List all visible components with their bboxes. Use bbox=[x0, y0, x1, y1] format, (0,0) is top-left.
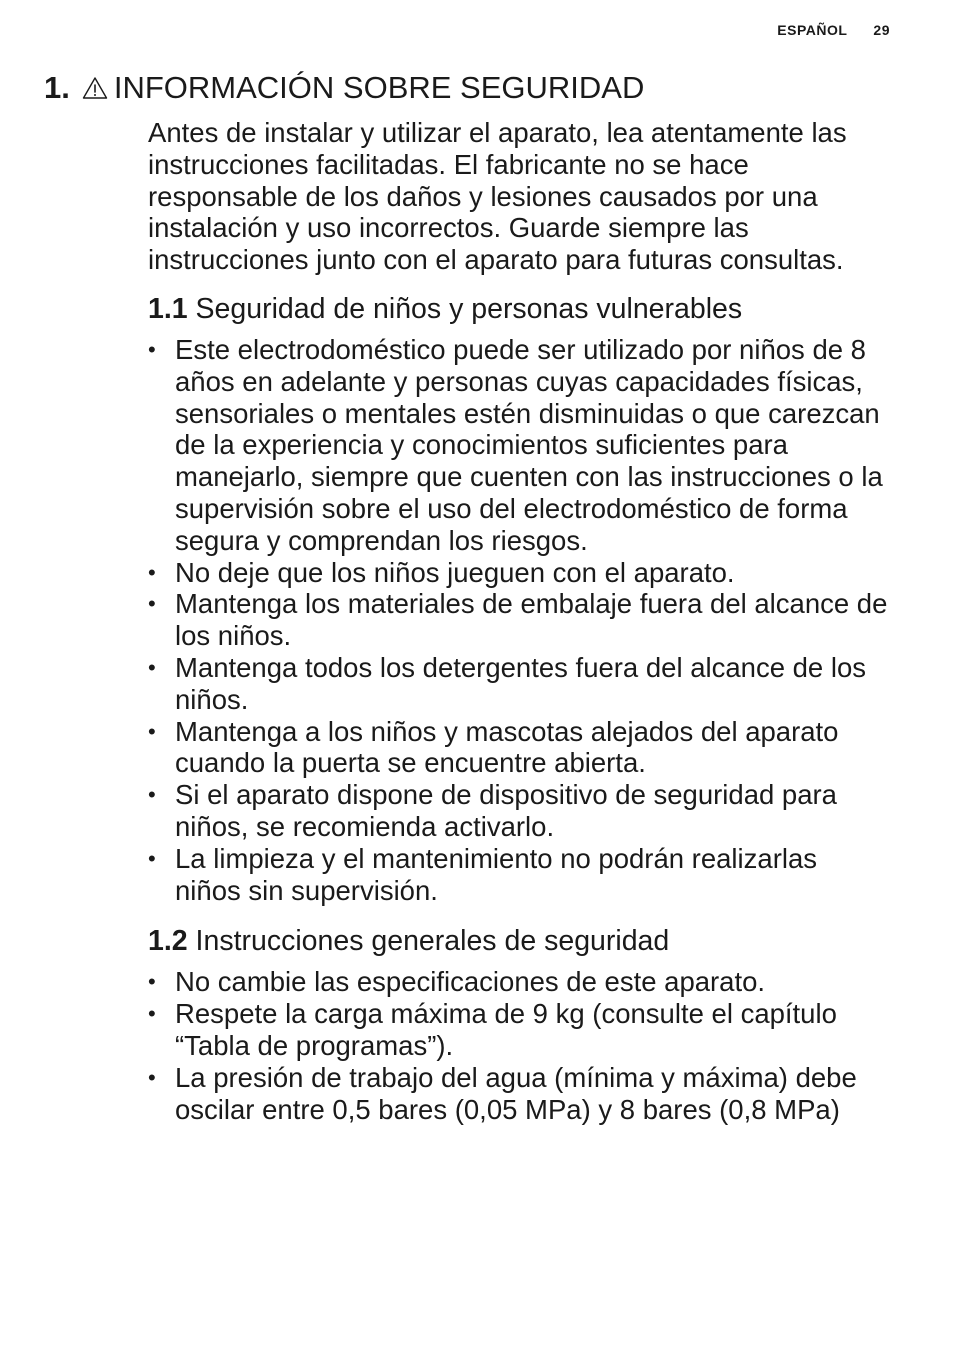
section-title bbox=[44, 66, 644, 110]
list-item: • Este electrodoméstico puede ser utilizado por niños de 8 años en adelante y personas cuyas capacidades físicas, sensoriales o mentales estén disminuidas o que carezcan de la experiencia y conocimientos suficientes para manejarlo, siempre que cuenten con las instrucciones o la supervisión sobre el uso del electrodoméstico de forma segura y comprendan los riesgos. bbox=[148, 334, 888, 557]
safety-list-general bbox=[148, 966, 888, 1125]
list-item: • La limpieza y el mantenimiento no podrán realizarlas niños sin supervisión. bbox=[148, 843, 888, 907]
list-item: • La presión de trabajo del agua (mínima y máxima) debe oscilar entre 0,5 bares (0,05 MPa) y 8 bares (0,8 MPa) bbox=[148, 1062, 888, 1126]
subsection-heading-2 bbox=[148, 924, 888, 958]
list-item: • Si el aparato dispone de dispositivo de seguridad para niños, se recomienda activarlo. bbox=[148, 779, 888, 843]
list-item: • Mantenga los materiales de embalaje fuera del alcance de los niños. bbox=[148, 588, 888, 652]
list-item: • No cambie las especificaciones de este aparato. bbox=[148, 966, 888, 998]
subsection-number-1: 1.1 bbox=[148, 292, 188, 325]
page-number: 29 bbox=[873, 22, 890, 38]
list-item: • Mantenga a los niños y mascotas alejados del aparato cuando la puerta se encuentre abierta. bbox=[148, 716, 888, 780]
page-header bbox=[777, 22, 890, 38]
subsection-title-2: Instrucciones generales de seguridad bbox=[195, 925, 670, 958]
list-item: • Respete la carga máxima de 9 kg (consulte el capítulo “Tabla de programas”). bbox=[148, 998, 888, 1062]
warning-triangle-icon bbox=[82, 76, 108, 100]
subsection-heading-1 bbox=[148, 292, 888, 326]
section-title-text: INFORMACIÓN SOBRE SEGURIDAD bbox=[113, 70, 645, 105]
intro-paragraph: Antes de instalar y utilizar el aparato, lea atentamente las instrucciones facilitadas. El fabricante no se hace responsable de los daños y lesiones causados por una instalación y uso incorrectos. Guarde siempre las instrucciones junto con el aparato para futuras consultas. bbox=[148, 117, 847, 276]
section-number: 1. bbox=[44, 70, 70, 105]
subsection-title-1: Seguridad de niños y personas vulnerables bbox=[195, 292, 743, 325]
main-content bbox=[148, 117, 888, 1125]
list-item: • Mantenga todos los detergentes fuera del alcance de los niños. bbox=[148, 652, 888, 716]
list-item: • No deje que los niños jueguen con el aparato. bbox=[148, 557, 888, 589]
subsection-number-2: 1.2 bbox=[148, 925, 188, 958]
header-language: ESPAÑOL bbox=[777, 22, 848, 38]
safety-list-children bbox=[148, 334, 888, 906]
